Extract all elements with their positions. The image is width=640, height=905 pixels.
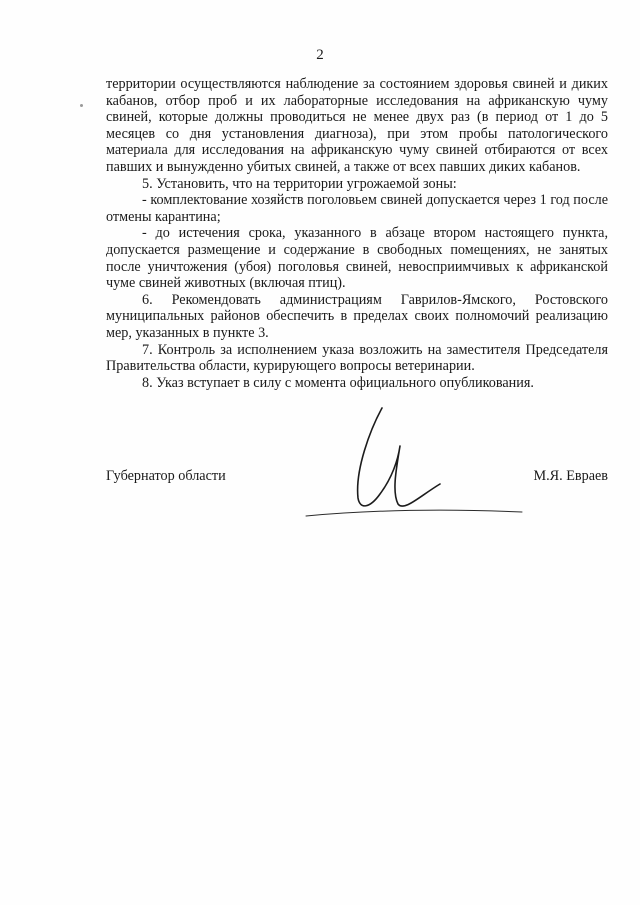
page-number: 2 (316, 47, 324, 63)
document-body (106, 76, 608, 391)
paragraph-item-5-sub-2: - до истечения срока, указанного в абзаце втором настоящего пункта, допускается размещение и содержание в свободных помещениях, не занятых после уничтожения (убоя) поголовья свиней, невосприимчивых к африканской чуме свиней животных (включая птиц). (106, 225, 608, 292)
paragraph-continuation: территории осуществляются наблюдение за состоянием здоровья свиней и диких кабанов, отбор проб и их лабораторные исследования на африканскую чуму свиней, которые должны проводиться не менее двух раз (в период от 1 до 5 месяцев со дня установления диагноза), при этом пробы патологического материала для исследования на африканскую чуму свиней отбираются от всех павших и вынужденно убитых свиней, а также от всех павших диких кабанов. (106, 76, 608, 175)
handwritten-signature (300, 400, 530, 530)
signer-name: М.Я. Евраев (533, 468, 608, 484)
signature-row (106, 468, 608, 488)
signer-title: Губернатор области (106, 468, 226, 484)
paragraph-item-6: 6. Рекомендовать администрациям Гаврилов-Ямского, Ростовского муниципальных районов обеспечить в пределах своих полномочий реализацию мер, указанных в пункте 3. (106, 291, 608, 341)
paragraph-item-7: 7. Контроль за исполнением указа возложить на заместителя Председателя Правительства области, курирующего вопросы ветеринарии. (106, 341, 608, 375)
paragraph-item-5: 5. Установить, что на территории угрожаемой зоны: (142, 175, 457, 192)
margin-mark (80, 104, 83, 107)
paragraph-item-8: 8. Указ вступает в силу с момента официального опубликования. (142, 374, 534, 391)
paragraph-item-5-sub-1: - комплектование хозяйств поголовьем свиней допускается через 1 год после отмены карантина; (106, 192, 608, 225)
